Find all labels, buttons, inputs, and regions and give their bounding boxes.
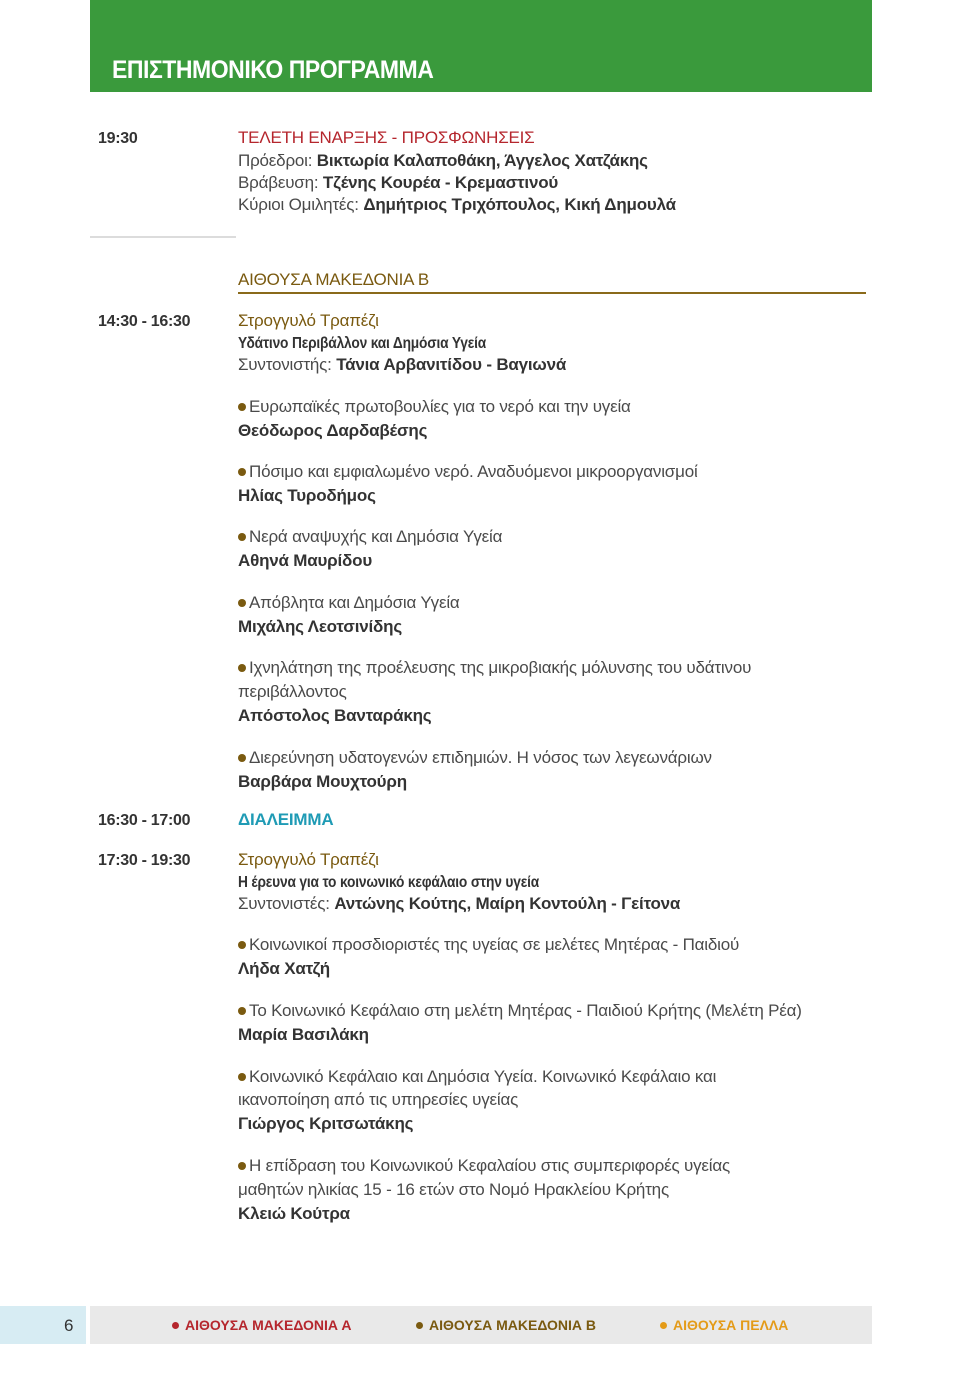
- bullet-icon: [660, 1322, 667, 1329]
- bullet-icon: [238, 664, 246, 672]
- talk-title: Η επίδραση του Κοινωνικού Κεφαλαίου στις συμπεριφορές υγείας: [238, 1156, 730, 1176]
- talk-title: Πόσιμο και εμφιαλωμένο νερό. Αναδυόμενοι μικροοργανισμοί: [238, 462, 698, 482]
- coordinator-label: Συντονιστής:: [238, 355, 337, 374]
- session1-subtitle: Υδάτινο Περιβάλλον και Δημόσια Υγεία: [238, 335, 487, 352]
- coordinator-value: Τάνια Αρβανιτίδου - Βαγιωνά: [336, 355, 567, 374]
- session2-type: Στρογγυλό Τραπέζι: [238, 850, 379, 869]
- bullet-icon: [238, 754, 246, 762]
- session1-type: Στρογγυλό Τραπέζι: [238, 311, 379, 330]
- opening-speakers: [238, 195, 676, 215]
- divider: [90, 236, 236, 238]
- session2-subtitle: Η έρευνα για το κοινωνικό κεφάλαιο στην υγεία: [238, 874, 540, 891]
- talk-speaker: Κλειώ Κούτρα: [238, 1204, 350, 1223]
- talk-speaker: Θεόδωρος Δαρδαβέσης: [238, 421, 428, 440]
- session1-coordinator: [238, 355, 566, 375]
- legend-hall-a: ΑΙΘΟΥΣΑ ΜΑΚΕΔΟΝΙΑ Α: [172, 1317, 352, 1333]
- hall-divider: [238, 292, 866, 294]
- talk-title: Κοινωνικό Κεφάλαιο και Δημόσια Υγεία. Κοινωνικό Κεφάλαιο και: [238, 1067, 716, 1087]
- talk-speaker: Λήδα Χατζή: [238, 959, 330, 978]
- opening-title: ΤΕΛΕΤΗ ΕΝΑΡΞΗΣ - ΠΡΟΣΦΩΝΗΣΕΙΣ: [238, 128, 535, 147]
- talk-title: Απόβλητα και Δημόσια Υγεία: [238, 593, 460, 613]
- opening-award: [238, 173, 558, 193]
- bullet-icon: [238, 403, 246, 411]
- talk-speaker: Μιχάλης Λεοτσινίδης: [238, 617, 402, 636]
- opening-time: 19:30: [98, 130, 138, 147]
- hall-title: ΑΙΘΟΥΣΑ ΜΑΚΕΔΟΝΙΑ Β: [238, 270, 429, 289]
- talk-title: Νερά αναψυχής και Δημόσια Υγεία: [238, 527, 502, 547]
- talk-speaker: Απόστολος Βανταράκης: [238, 706, 432, 725]
- bullet-icon: [238, 1162, 246, 1170]
- bullet-icon: [238, 599, 246, 607]
- coordinators-value: Αντώνης Κούτης, Μαίρη Κοντούλη - Γείτονα: [334, 894, 681, 913]
- speakers-value: Δημήτριος Τριχόπουλος, Κική Δημουλά: [363, 195, 676, 214]
- speakers-label: Κύριοι Ομιλητές:: [238, 195, 364, 214]
- award-value: Τζένης Κουρέα - Κρεμαστινού: [322, 173, 559, 192]
- bullet-icon: [238, 1073, 246, 1081]
- talk-speaker: Αθηνά Μαυρίδου: [238, 551, 373, 570]
- session1-time: 14:30 - 16:30: [98, 313, 191, 330]
- talk-title: Διερεύνηση υδατογενών επιδημιών. Η νόσος των λεγεωνάριων: [238, 748, 712, 768]
- page-title: ΕΠΙΣΤΗΜΟΝΙΚΟ ΠΡΟΓΡΑΜΜΑ: [112, 56, 434, 84]
- talk-title: Ιχνηλάτηση της προέλευσης της μικροβιακής μόλυνσης του υδάτινου: [238, 658, 751, 678]
- talk-title: Το Κοινωνικό Κεφάλαιο στη μελέτη Μητέρας - Παιδιού Κρήτης (Μελέτη Ρέα): [238, 1001, 802, 1021]
- bullet-icon: [238, 1007, 246, 1015]
- presidents-value: Βικτωρία Καλαποθάκη, Άγγελος Χατζάκης: [316, 151, 648, 170]
- session2-coordinators: [238, 894, 680, 914]
- presidents-label: Πρόεδροι:: [238, 151, 317, 170]
- talk-speaker: Μαρία Βασιλάκη: [238, 1025, 369, 1044]
- page-number: 6: [64, 1316, 74, 1335]
- talk-title-cont: ικανοποίηση από τις υπηρεσίες υγείας: [238, 1090, 519, 1109]
- legend-hall-pella: ΑΙΘΟΥΣΑ ΠΕΛΛΑ: [660, 1317, 788, 1333]
- opening-presidents: [238, 151, 648, 171]
- talk-title: Κοινωνικοί προσδιοριστές της υγείας σε μελέτες Μητέρας - Παιδιού: [238, 935, 739, 955]
- legend-hall-b: ΑΙΘΟΥΣΑ ΜΑΚΕΔΟΝΙΑ Β: [416, 1317, 596, 1333]
- talk-title-cont: περιβάλλοντος: [238, 682, 347, 701]
- break-time: 16:30 - 17:00: [98, 812, 191, 829]
- break-title: ΔΙΑΛΕΙΜΜΑ: [238, 810, 334, 829]
- talk-speaker: Βαρβάρα Μουχτούρη: [238, 772, 407, 791]
- award-label: Βράβευση:: [238, 173, 323, 192]
- bullet-icon: [416, 1322, 423, 1329]
- talk-title: Ευρωπαϊκές πρωτοβουλίες για το νερό και την υγεία: [238, 397, 631, 417]
- talk-title-cont: μαθητών ηλικίας 15 - 16 ετών στο Νομό Ηρακλείου Κρήτης: [238, 1180, 669, 1199]
- bullet-icon: [238, 941, 246, 949]
- bullet-icon: [172, 1322, 179, 1329]
- talk-speaker: Γιώργος Κριτσωτάκης: [238, 1114, 414, 1133]
- bullet-icon: [238, 533, 246, 541]
- bullet-icon: [238, 468, 246, 476]
- talk-speaker: Ηλίας Τυροδήμος: [238, 486, 376, 505]
- session2-time: 17:30 - 19:30: [98, 852, 191, 869]
- coordinators-label: Συντονιστές:: [238, 894, 335, 913]
